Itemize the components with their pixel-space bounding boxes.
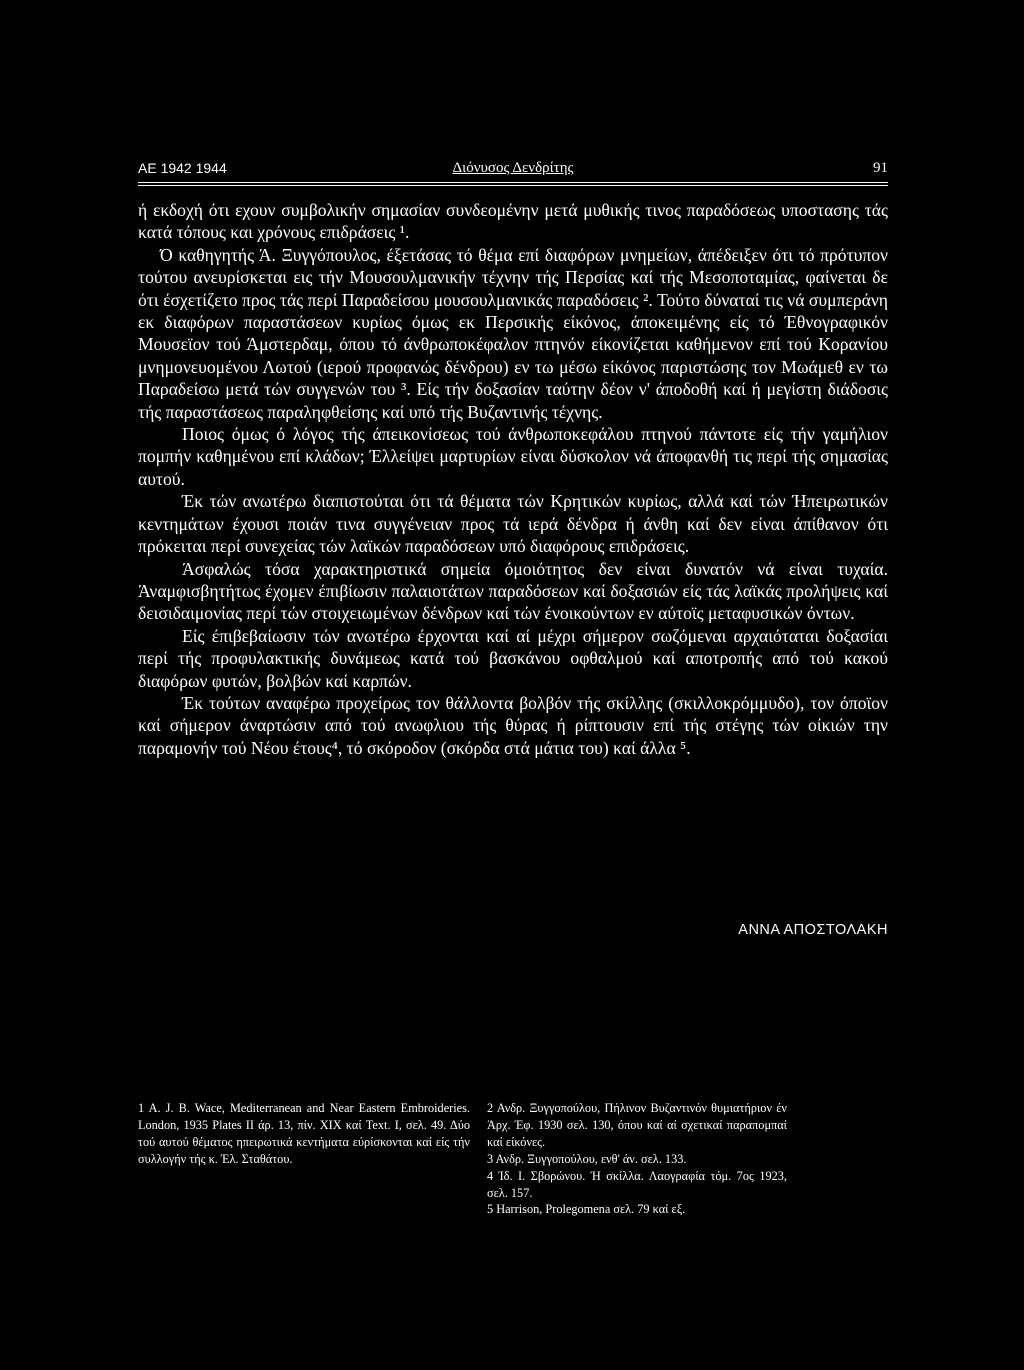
paragraph: Έκ τών ανωτέρω διαπιστούται ότι τά θέματα τών Κρητικών κυρίως, αλλά καί τών Ήπειρωτικών κεντημάτων έχουσι ποιάν τινα συγγένειαν προς τά ιερά δένδρα ή άνθη καί δεν είναι άπίθανον ότι πρόκειται περί συνεχείας τών λαϊκών παραδόσεων υπό διαφόρους επιδράσεις.	[138, 491, 888, 557]
footnote: 2 Ανδρ. Ξυγγοπούλου, Πήλινον Βυζαντινόν θυμιατήριον έν Άρχ. Έφ. 1930 σελ. 130, όπου καί αί σχετικαί παραπομπαί καί είκόνες.	[487, 1101, 787, 1149]
paragraph: Άσφαλώς τόσα χαρακτηριστικά σημεία όμοιότητος δεν είναι δυνατόν νά είναι τυχαία. Άναμφισβητήτως έχομεν έπιβίωσιν παλαιοτάτων παραδόσεων καί δοξασιών είς τάς λαϊκάς προλήψεις καί δεισιδαιμονίας περί τών στοιχειωμένων δένδρων καί τών ένοικούντων εν αύτοϊς μεταφυσικών όντων.	[138, 558, 888, 624]
running-header	[138, 160, 888, 182]
paragraph: Έκ τούτων αναφέρω προχείρως τον θάλλοντα βολβόν τής σκίλλης (σκιλλοκρόμμυδο), τον όποϊον καί σήμερον άναρτώσιν από τού ανωφλιου τής θύρας ή ρίπτουσιν επί τής στέγης τών οίκιών την παραμονήν τού Νέου έτους⁴, τό σκόροδον (σκόρδα στά μάτια του) καί άλλα ⁵.	[138, 692, 888, 758]
footnote: 5 Harrison, Prolegomena σελ. 79 καί εξ.	[487, 1202, 686, 1217]
page-number: 91	[873, 160, 888, 176]
main-text	[138, 199, 888, 759]
footnote: 4 Ίδ. Ι. Σβορώνου. Ή σκίλλα. Λαογραφία τόμ. 7ος 1923, σελ. 157.	[487, 1168, 787, 1200]
paragraph: ή εκδοχή ότι εχουν συμβολικήν σημασίαν συνδεομένην μετά μυθικής τινος παραδόσεως υποστασης τάς κατά τόπους και χρόνους επιδράσεις ¹.	[138, 200, 888, 243]
footnotes-right-column	[487, 1100, 787, 1218]
footnote: 3 Ανδρ. Ξυγγοπούλου, ενθ' άν. σελ. 133.	[487, 1151, 687, 1166]
journal-reference: ΑΕ 1942 1944	[138, 160, 227, 176]
paragraph: Είς έπιβεβαίωσιν τών ανωτέρω έρχονται καί αί μέχρι σήμερον σωζόμεναι αρχαιόταται δοξασίαι περί τής προφυλακτικής δυνάμεως κατά τού βασκάνου οφθαλμού καί αποτροπής από τού κακού διαφόρων φυτών, βολβών καί καρπών.	[138, 625, 888, 691]
running-title: Διόνυσος Δενδρίτης	[452, 160, 574, 176]
paragraph: Ό καθηγητής Ά. Ξυγγόπουλος, έξετάσας τό θέμα επί διαφόρων μνημείων, άπέδειξεν ότι τό πρότυπον τούτου ανευρίσκεται εις τήν Μουσουλμανικήν τέχνην τής Περσίας καί τής Μεσοποταμίας, φαίνεται δε ότι έσχετίζετο προς τάς περί Παραδείσου μουσουλμανικάς παραδόσεις ². Τούτο δύναταί τις νά συμπεράνη εκ διαφόρων παραστάσεων κυρίως όμως εκ Περσικής είκόνος, άποκειμένης είς τό Έθνογραφικόν Μουσεϊον τού Άμστερδαμ, όπου τό άνθρωποκέφαλον πτηνόν είκονίζεται καθήμενον επί τού Κορανίου μνημονευομένου Λωτού (ιερού προφανώς δένδρου) εν τω μέσω είκόνος παριστώσης τον Μωάμεθ εν τω Παραδείσω μετά τών συγγενών του ³. Είς τήν δοξασίαν ταύτην δέον ν' άποδοθή καί ή μεγίστη διάδοσις τής παραστάσεως παραληφθείσης καί υπό τής Βυζαντινής τέχνης.	[138, 244, 888, 422]
footnote: 1 A. J. B. Wace, Mediterranean and Near Eastern Embroideries. London, 1935 Plates II άρ. 13, πίν. XIX καί Text. I, σελ. 49. Δύο τού αυτού θέματος ηπειρωτικά κεντήματα εύρίσκονται καί είς τήν συλλογήν τής κ. Έλ. Σταθάτου.	[138, 1101, 470, 1166]
header-rule	[138, 182, 888, 183]
paragraph: Ποιος όμως ό λόγος τής άπεικονίσεως τού άνθρωποκεφάλου πτηνού πάντοτε είς τήν γαμήλιον πομπήν καθημένου επί κλάδων; Έλλείψει μαρτυρίων είναι δύσκολον νά άποφανθή τις περί τής σημασίας αυτού.	[138, 424, 888, 489]
header-rule-second	[138, 185, 888, 186]
author-signature: ΑΝΝΑ ΑΠΟΣΤΟΛΑΚΗ	[738, 922, 888, 938]
footnotes-left-column	[138, 1100, 470, 1170]
